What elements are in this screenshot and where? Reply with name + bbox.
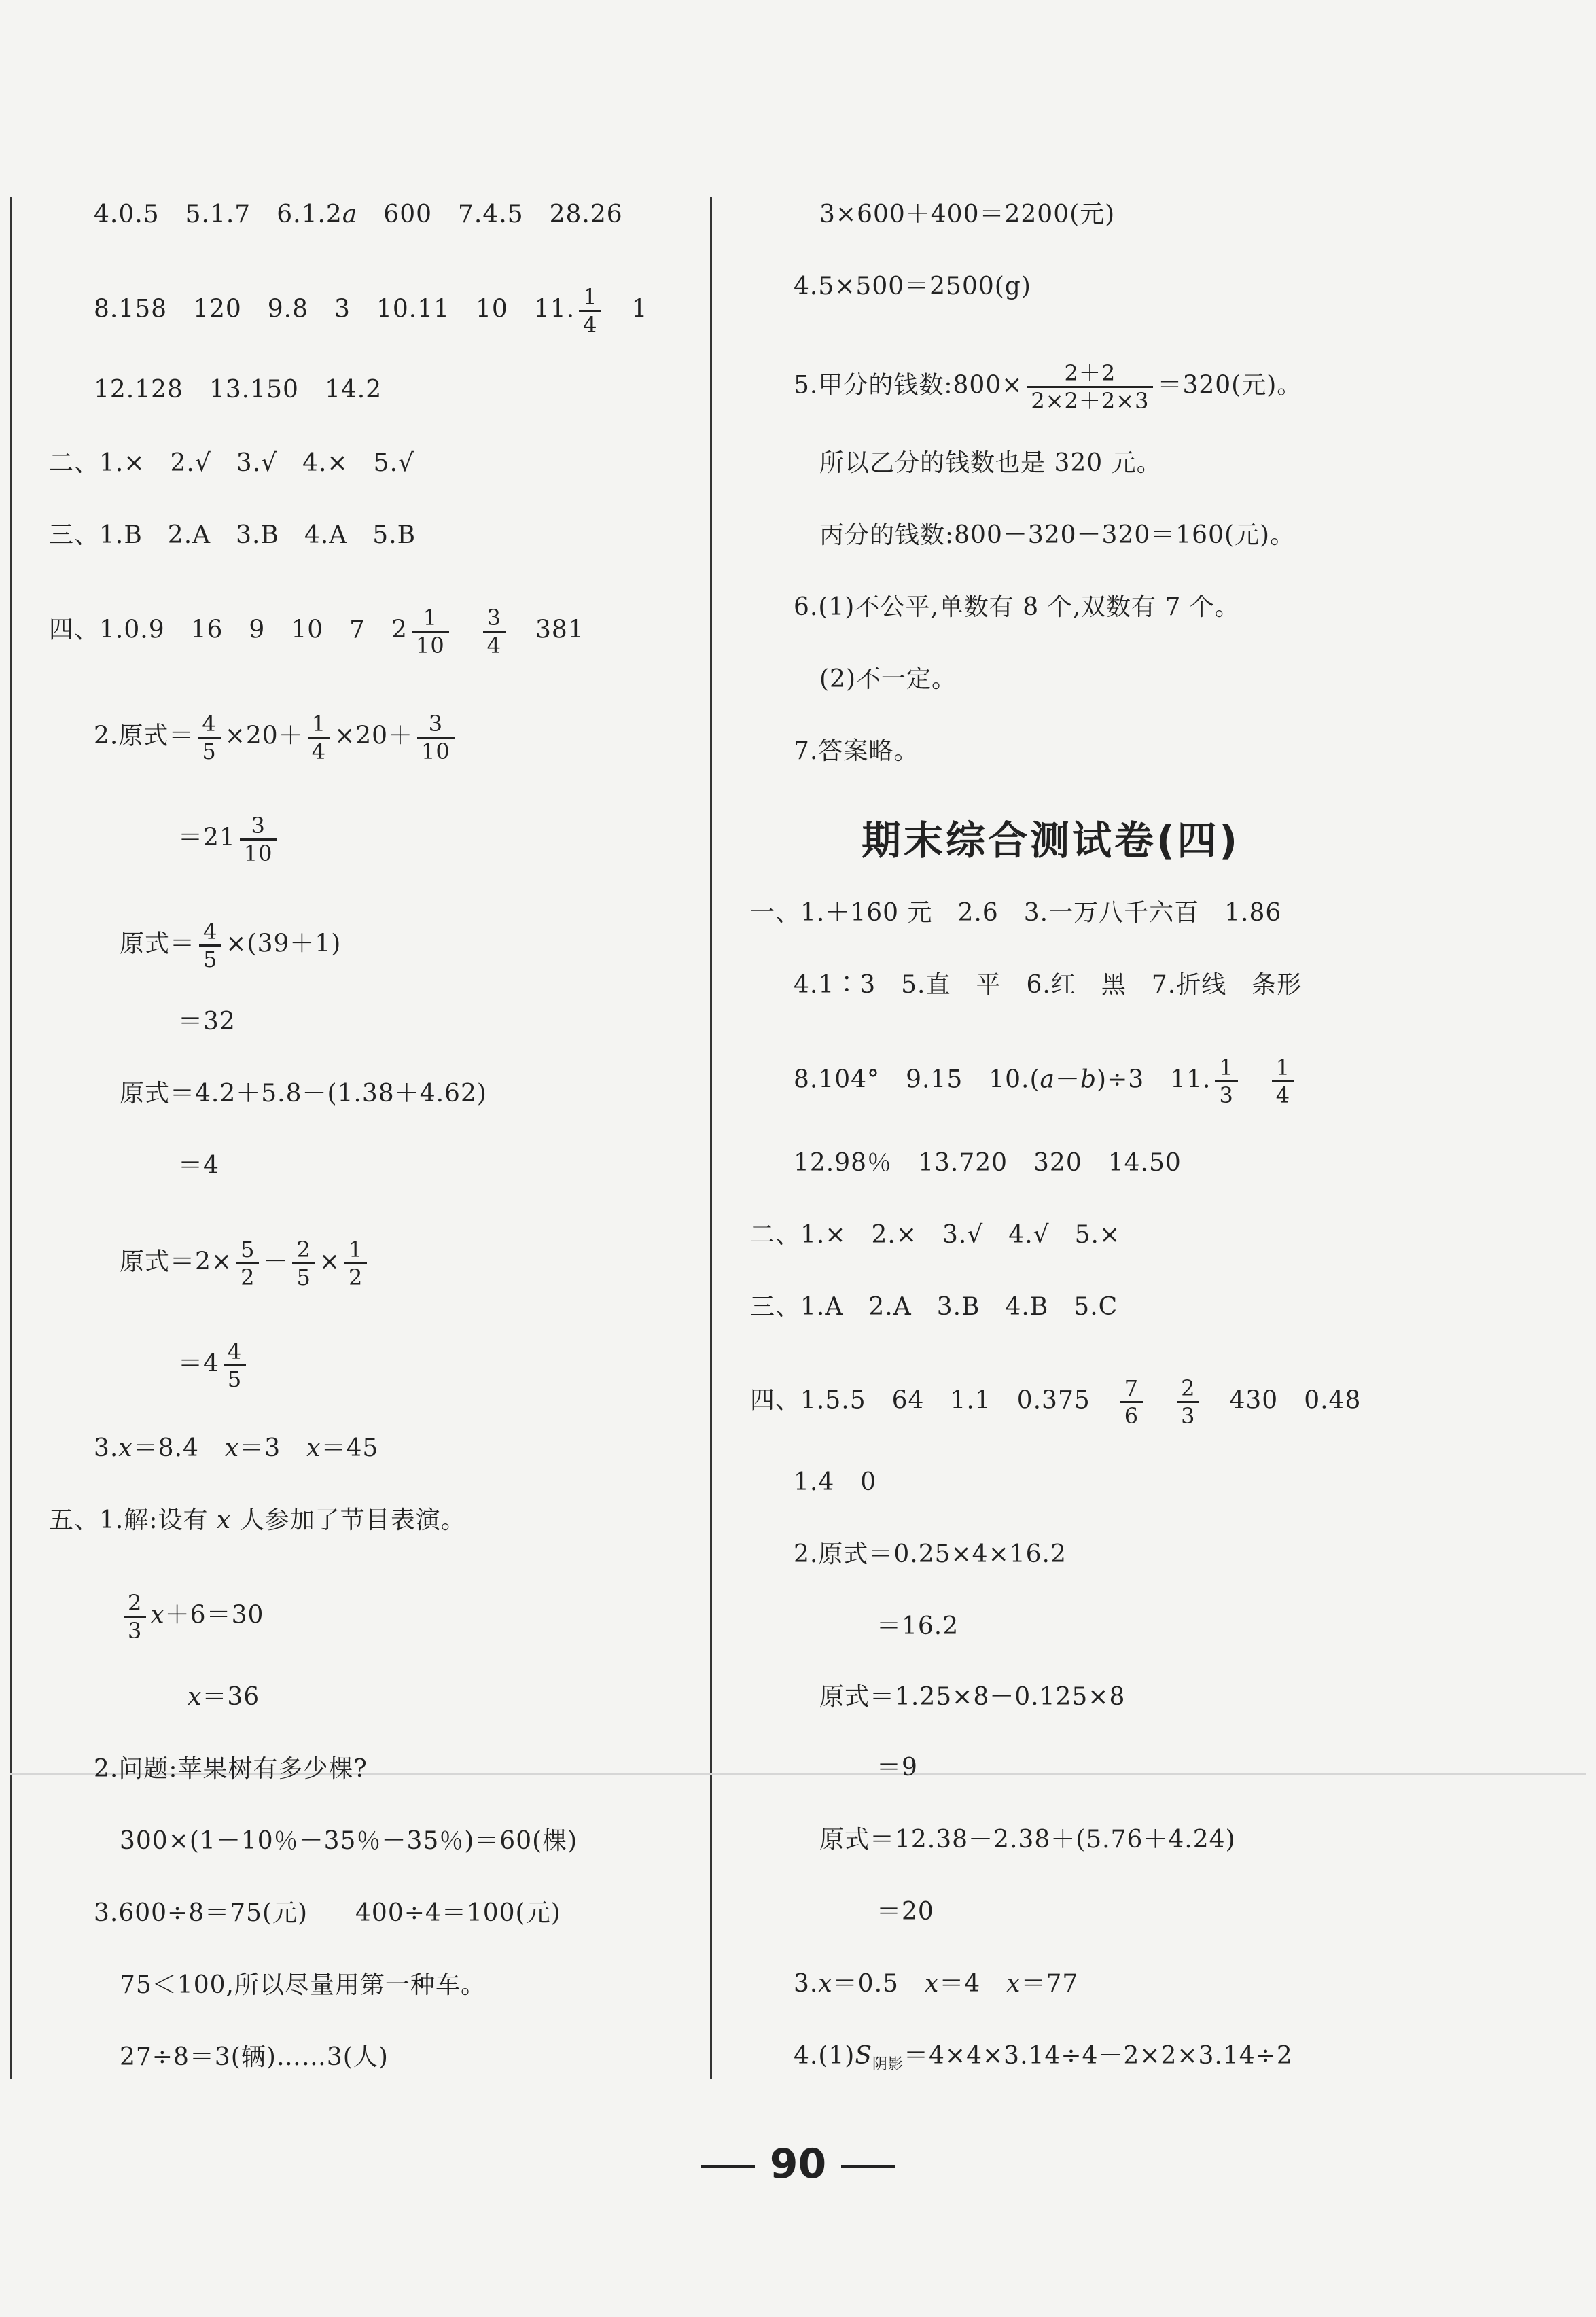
fraction: $\frac{1}{2}$: [344, 1237, 367, 1290]
section-four-answers: 四、1.0.9 16 9 10 7 2 $\frac{1}{10}$ $\frac{3}{4}$ 381: [49, 605, 584, 658]
section-five-answers: 五、1.解:设有 x 人参加了节目表演。: [49, 1506, 466, 1534]
answer-line: ＝9: [876, 1754, 918, 1782]
answer-line: 300×(1－10％－35％－35％)＝60(棵): [120, 1827, 578, 1855]
fraction: $\frac{3}{4}$: [483, 605, 506, 658]
section-two-answers: 二、1.× 2.× 3.√ 4.√ 5.×: [750, 1221, 1121, 1249]
answer-line: 5.甲分的钱数:800× $\frac{2+2}{2\times 2+2\times 3}$ ＝320(元)。: [794, 360, 1302, 414]
fraction: $\frac{2}{3}$: [124, 1590, 146, 1644]
answer-line: ＝20: [876, 1898, 934, 1926]
answer-line: 3.x＝8.4 x＝3 x＝45: [94, 1434, 379, 1462]
answer-line: 4.5×500＝2500(g): [794, 272, 1031, 300]
fraction: $\frac{1}{4}$: [308, 711, 330, 764]
fraction: $\frac{1}{4}$: [1272, 1055, 1294, 1108]
section-two-answers: 二、1.× 2.√ 3.√ 4.× 5.√: [49, 449, 414, 477]
answer-line: 4.0.5 5.1.7 6.1.2a 600 7.4.5 28.26: [94, 200, 623, 228]
answer-line: 2.原式＝0.25×4×16.2: [794, 1540, 1067, 1568]
fraction: $\frac{1}{3}$: [1215, 1055, 1237, 1108]
fraction: $\frac{4}{5}$: [199, 919, 221, 972]
answer-line: 3.600÷8＝75(元) 400÷4＝100(元): [94, 1899, 561, 1927]
answer-line: ＝21 $\frac{3}{10}$: [178, 813, 281, 866]
answer-line: 75＜100,所以尽量用第一种车。: [120, 1971, 486, 1999]
fraction: $\frac{4}{5}$: [224, 1339, 246, 1392]
answer-line: 3.x＝0.5 x＝4 x＝77: [794, 1970, 1079, 1998]
answer-line: 原式＝4.2＋5.8－(1.38＋4.62): [120, 1080, 487, 1108]
answer-line: 原式＝2× $\frac{5}{2}$ － $\frac{2}{5}$ × $\frac{1}{2}$: [120, 1237, 371, 1290]
answer-line: 6.(1)不公平,单数有 8 个,双数有 7 个。: [794, 593, 1240, 621]
section-three-answers: 三、1.B 2.A 3.B 4.A 5.B: [49, 521, 416, 549]
fraction: $\frac{4}{5}$: [198, 711, 220, 764]
section-four-answers: 四、1.5.5 64 1.1 0.375 $\frac{7}{6}$ $\frac{2}{3}$ 430 0.48: [750, 1375, 1362, 1429]
answer-line: 8.158 120 9.8 3 10.11 10 11. $\frac{1}{4}$ 1: [94, 284, 648, 338]
section-one-answers: 一、1.＋160 元 2.6 3.一万八千六百 1.86: [750, 899, 1282, 927]
answer-line: 所以乙分的钱数也是 320 元。: [819, 449, 1162, 477]
column-divider: [710, 197, 712, 2079]
section-three-answers: 三、1.A 2.A 3.B 4.B 5.C: [750, 1293, 1118, 1321]
answer-line: 原式＝12.38－2.38＋(5.76＋4.24): [819, 1826, 1236, 1854]
answer-line: 原式＝1.25×8－0.125×8: [819, 1683, 1126, 1711]
answer-line: ＝4 $\frac{4}{5}$: [178, 1339, 250, 1392]
page-number-dash: [841, 2165, 895, 2168]
fraction: $\frac{3}{10}$: [417, 711, 455, 764]
answer-line: 12.128 13.150 14.2: [94, 376, 383, 404]
answer-line: $4.(1)S_{阴影}=4\times 4\times 3.14\div 4-2\times 2\times 3.14\div 2$: [794, 2042, 1293, 2073]
answer-line: 27÷8＝3(辆)……3(人): [120, 2043, 389, 2071]
answer-line: 3×600＋400＝2200(元): [819, 200, 1116, 228]
answer-line: x＝36: [188, 1683, 260, 1711]
page-number: 90: [0, 2140, 1596, 2188]
answer-line: 8.104° 9.15 10.(a－b)÷3 11. $\frac{1}{3}$ $\frac{1}{4}$: [794, 1055, 1298, 1108]
fraction: $\frac{1}{10}$: [412, 605, 449, 658]
answer-line: $\frac{2}{3}$ x＋6＝30: [120, 1590, 264, 1644]
fraction: $\frac{3}{10}$: [240, 813, 277, 866]
section-title: 期末综合测试卷(四): [862, 817, 1241, 864]
fraction: $\frac{2}{3}$: [1177, 1375, 1199, 1429]
answer-line: ＝32: [178, 1008, 236, 1036]
left-margin-rule: [10, 197, 12, 2079]
fraction: $\frac{2}{5}$: [292, 1237, 315, 1290]
answer-line: 1.4 0: [794, 1468, 877, 1496]
answer-line: ＝16.2: [876, 1612, 959, 1640]
fraction: $\frac{5}{2}$: [236, 1237, 259, 1290]
answer-line: 2.原式＝ $\frac{4}{5}$ ×20＋ $\frac{1}{4}$ ×20＋ $\frac{3}{10}$: [94, 711, 459, 764]
answer-line: 2.问题:苹果树有多少棵?: [94, 1755, 368, 1783]
answer-line: 丙分的钱数:800－320－320＝160(元)。: [819, 521, 1296, 549]
fraction: $\frac{2+2}{2\times 2+2\times 3}$: [1027, 360, 1153, 414]
fraction: $\frac{7}{6}$: [1120, 1375, 1143, 1429]
answer-line: 原式＝ $\frac{4}{5}$ ×(39＋1): [120, 919, 342, 972]
answer-line: ＝4: [178, 1152, 219, 1180]
answer-line: (2)不一定。: [819, 665, 957, 693]
answer-line: 4.1∶3 5.直 平 6.红 黑 7.折线 条形: [794, 971, 1302, 999]
fraction: $\frac{1}{4}$: [579, 284, 601, 338]
page-number-dash: [701, 2165, 755, 2168]
answer-line: 12.98％ 13.720 320 14.50: [794, 1149, 1182, 1177]
answer-line: 7.答案略。: [794, 737, 919, 765]
